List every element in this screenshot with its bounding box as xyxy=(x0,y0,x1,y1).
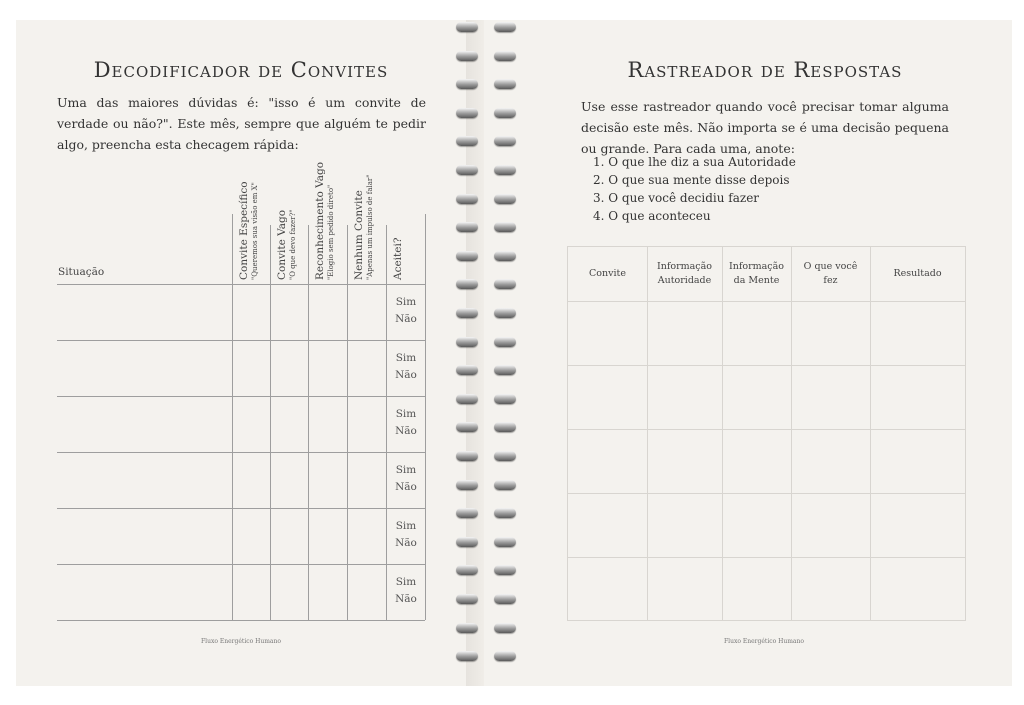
column-divider xyxy=(791,247,792,620)
answer-no: Não xyxy=(395,481,417,493)
row-divider xyxy=(57,452,425,453)
column-divider xyxy=(870,247,871,620)
spiral-ring xyxy=(456,79,518,91)
step-item: 4. O que aconteceu xyxy=(593,209,711,223)
step-item: 2. O que sua mente disse depois xyxy=(593,173,790,187)
ring-left xyxy=(456,451,478,461)
spiral-ring xyxy=(456,308,518,320)
spiral-ring xyxy=(456,165,518,177)
ring-right xyxy=(494,136,516,146)
spiral-ring xyxy=(456,222,518,234)
answer-no: Não xyxy=(395,593,417,605)
row-divider xyxy=(57,340,425,341)
spiral-ring xyxy=(456,594,518,606)
answer-yes: Sim xyxy=(395,296,417,308)
column-header xyxy=(722,247,791,301)
spiral-ring xyxy=(456,565,518,577)
ring-left xyxy=(456,51,478,61)
spiral-ring xyxy=(456,651,518,663)
column-header xyxy=(238,170,260,280)
page-footer: Fluxo Energético Humano xyxy=(724,638,804,645)
ring-right xyxy=(494,22,516,32)
column-header-label: Resultado xyxy=(893,268,942,279)
column-divider xyxy=(232,214,233,620)
ring-right xyxy=(494,422,516,432)
row-divider xyxy=(57,564,425,565)
column-header-label: Nenhum Convite xyxy=(353,190,365,280)
ring-right xyxy=(494,337,516,347)
spiral-ring xyxy=(456,365,518,377)
column-divider xyxy=(425,214,426,620)
column-header-label: Informação da Mente xyxy=(728,261,785,286)
intro-text: Use esse rastreador quando você precisar tomar alguma decisão este mês. Não importa se é uma decisão pequena ou grande. Para cada uma, anote: xyxy=(581,99,949,156)
spiral-ring xyxy=(456,422,518,434)
page-title: Decodificador de Convites xyxy=(93,58,389,82)
ring-left xyxy=(456,79,478,89)
column-header-label: Convite Vago xyxy=(276,209,288,280)
ring-right xyxy=(494,451,516,461)
ring-left xyxy=(456,22,478,32)
ring-right xyxy=(494,508,516,518)
spiral-ring xyxy=(456,394,518,406)
spiral-ring xyxy=(456,337,518,349)
row-divider xyxy=(568,301,965,302)
column-header xyxy=(870,247,965,301)
ring-left xyxy=(456,508,478,518)
row-divider xyxy=(57,396,425,397)
spiral-ring xyxy=(456,623,518,635)
spiral-ring xyxy=(456,136,518,148)
ring-right xyxy=(494,165,516,175)
ring-left xyxy=(456,422,478,432)
ring-left xyxy=(456,651,478,661)
column-header-example: "Apenas um impulso de falar" xyxy=(366,174,374,280)
ring-left xyxy=(456,337,478,347)
answer-yes: Sim xyxy=(395,576,417,588)
row-divider xyxy=(568,493,965,494)
row-divider xyxy=(57,284,425,285)
column-header-label: Reconhecimento Vago xyxy=(314,161,326,280)
step-item: 1. O que lhe diz a sua Autoridade xyxy=(593,155,796,169)
ring-left xyxy=(456,394,478,404)
spiral-ring xyxy=(456,108,518,120)
spine xyxy=(466,20,484,686)
ring-left xyxy=(456,108,478,118)
page-footer: Fluxo Energético Humano xyxy=(201,638,281,645)
answer-yes: Sim xyxy=(395,408,417,420)
column-header-label: Informação Autoridade xyxy=(656,261,713,286)
ring-left xyxy=(456,165,478,175)
ring-left xyxy=(456,136,478,146)
page-title: Rastreador de Respostas xyxy=(627,58,903,82)
ring-right xyxy=(494,365,516,375)
situation-header: Situação xyxy=(58,266,105,278)
intro-text: Uma das maiores dúvidas é: "isso é um convite de verdade ou não?". Este mês, sempre que alguém te pedir algo, preencha esta checagem rápida: xyxy=(57,95,426,152)
answer-yes: Sim xyxy=(395,352,417,364)
ring-left xyxy=(456,194,478,204)
ring-right xyxy=(494,537,516,547)
response-tracker-table xyxy=(567,246,966,621)
ring-right xyxy=(494,79,516,89)
answer-yes: Sim xyxy=(395,464,417,476)
column-header xyxy=(568,247,647,301)
column-header xyxy=(276,170,298,280)
ring-left xyxy=(456,251,478,261)
ring-left xyxy=(456,537,478,547)
ring-left xyxy=(456,308,478,318)
ring-right xyxy=(494,308,516,318)
column-header xyxy=(791,247,870,301)
ring-right xyxy=(494,194,516,204)
spiral-ring xyxy=(456,279,518,291)
answer-no: Não xyxy=(395,369,417,381)
answer-yes: Sim xyxy=(395,520,417,532)
ring-left xyxy=(456,594,478,604)
column-header-example: "Elogio sem pedido direto" xyxy=(327,184,335,280)
row-divider xyxy=(57,620,425,621)
column-header xyxy=(647,247,722,301)
ring-right xyxy=(494,480,516,490)
answer-no: Não xyxy=(395,313,417,325)
ring-right xyxy=(494,623,516,633)
spiral-ring xyxy=(456,251,518,263)
spiral-ring xyxy=(456,51,518,63)
row-divider xyxy=(568,557,965,558)
ring-right xyxy=(494,222,516,232)
ring-left xyxy=(456,279,478,289)
spiral-ring xyxy=(456,22,518,34)
ring-left xyxy=(456,623,478,633)
ring-right xyxy=(494,394,516,404)
spiral-ring xyxy=(456,194,518,206)
answer-no: Não xyxy=(395,537,417,549)
ring-left xyxy=(456,480,478,490)
spiral-ring xyxy=(456,480,518,492)
column-header-label: Aceitei? xyxy=(392,237,404,280)
answer-no: Não xyxy=(395,425,417,437)
column-header xyxy=(314,161,336,280)
row-divider xyxy=(57,508,425,509)
column-header-example: "O que devo fazer?" xyxy=(289,209,297,280)
ring-left xyxy=(456,565,478,575)
ring-right xyxy=(494,565,516,575)
ring-left xyxy=(456,365,478,375)
spiral-ring xyxy=(456,537,518,549)
spiral-ring xyxy=(456,508,518,520)
spiral-ring xyxy=(456,451,518,463)
ring-right xyxy=(494,279,516,289)
steps-list xyxy=(593,153,796,225)
column-header xyxy=(353,170,375,280)
ring-left xyxy=(456,222,478,232)
column-divider xyxy=(722,247,723,620)
ring-right xyxy=(494,51,516,61)
ring-right xyxy=(494,251,516,261)
column-header-label: O que você fez xyxy=(803,261,858,286)
row-divider xyxy=(568,429,965,430)
ring-right xyxy=(494,651,516,661)
column-header-label: Convite Específico xyxy=(238,181,250,280)
column-header xyxy=(392,237,404,280)
column-header-label: Convite xyxy=(589,268,626,279)
column-divider xyxy=(647,247,648,620)
ring-right xyxy=(494,594,516,604)
step-item: 3. O que você decidiu fazer xyxy=(593,191,760,205)
column-header-example: "Queremos sua visão em X" xyxy=(251,182,259,280)
row-divider xyxy=(568,365,965,366)
ring-right xyxy=(494,108,516,118)
